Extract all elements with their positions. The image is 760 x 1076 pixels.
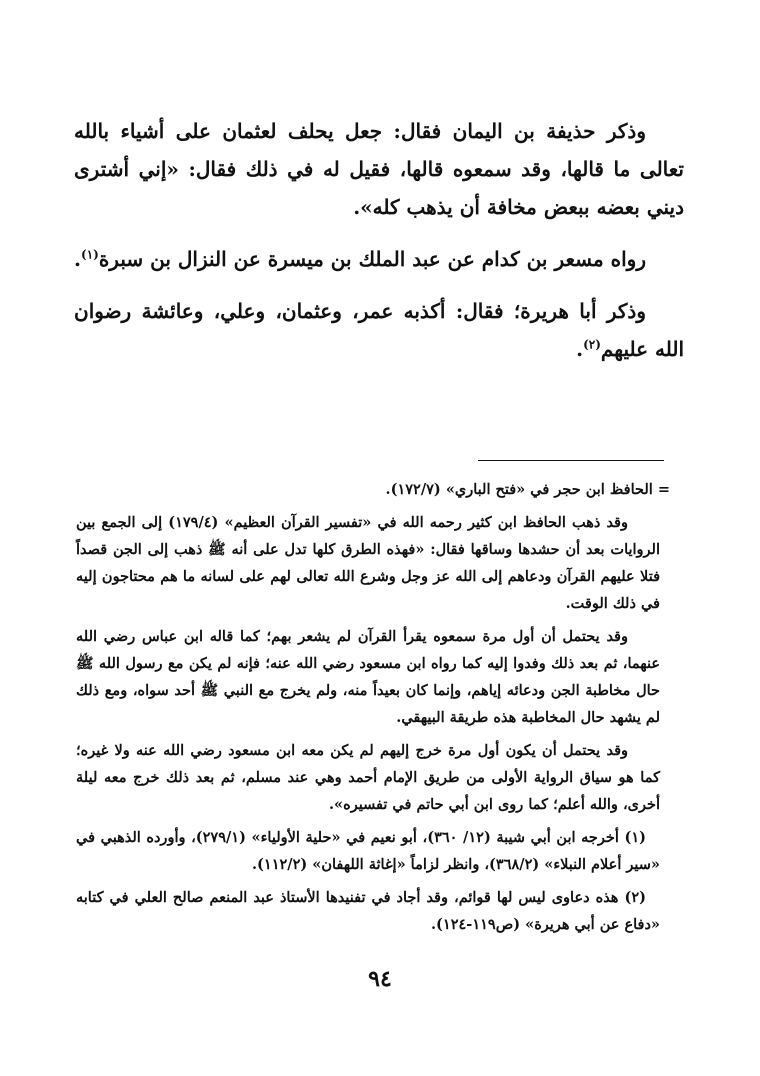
paragraph-abu-hurayrah	[74, 292, 684, 368]
footnotes-section	[76, 476, 670, 944]
footnote-paragraph: وقد يحتمل أن يكون أول مرة خرج إليهم لم يكن معه ابن مسعود رضي الله عنه ولا غيره؛ كما هو سياق الرواية الأولى من طريق الإمام أحمد وهي عند مسلم، ثم بعد ذلك خرج معه ليلة أخرى، والله أعلم؛ كما روى ابن أبي حاتم في تفسيره».	[76, 742, 660, 813]
period: .	[576, 337, 584, 361]
footnote-1: (١) أخرجه ابن أبي شيبة (١٢/ ٣٦٠)، أبو نعيم في «حلية الأولياء» (٢٧٩/١)، وأورده الذهبي في «سير أعلام النبلاء» (٣٦٨/٢)، وانظر لزاماً «إغاثة اللهفان» (١١٢/٢).	[76, 829, 660, 873]
main-text	[74, 112, 684, 382]
paragraph-narration	[74, 240, 684, 278]
footnote-divider	[478, 460, 664, 461]
footnote-ref-2[interactable]: (٢)	[583, 337, 601, 352]
footnote-2: (٢) هذه دعاوى ليس لها قوائم، وقد أجاد في تفنيدها الأستاذ عبد المنعم صالح العلي في كتابه «دفاع عن أبي هريرة» (ص١١٩-١٢٤).	[76, 889, 660, 933]
paragraph-text: رواه مسعر بن كدام عن عبد الملك بن ميسرة عن النزال بن سبرة	[98, 247, 646, 271]
paragraph-hudhayfah	[74, 112, 684, 226]
page-number: ٩٤	[368, 966, 392, 992]
footnote-paragraph: وقد يحتمل أن أول مرة سمعوه يقرأ القرآن لم يشعر بهم؛ كما قاله ابن عباس رضي الله عنهما، ثم بعد ذلك وفدوا إليه كما رواه ابن مسعود رضي الله عنه؛ فإنه لم يكن مع رسول الله ﷺ حال مخاطبة الجن ودعائه إياهم، وإنما كان بعيداً منه، ولم يخرج مع النبي ﷺ أحد سواه، ومع ذلك لم يشهد حال المخاطبة هذه طريقة البيهقي.	[76, 628, 660, 726]
footnote-ref-1[interactable]: (١)	[81, 247, 99, 262]
period: .	[74, 247, 81, 271]
footnote-continuation: = الحافظ ابن حجر في «فتح الباري» (١٧٢/٧).	[385, 481, 670, 498]
paragraph-text: وذكر حذيفة بن اليمان فقال: جعل يحلف لعثمان على أشياء بالله تعالى ما قالها، وقد سمعوه قالها، فقيل له في ذلك فقال: «إني أشترى ديني بعضه ببعض مخافة أن يذهب كله».	[74, 119, 684, 219]
paragraph-text: وذكر أبا هريرة؛ فقال: أكذبه عمر، وعثمان، وعلي، وعائشة رضوان الله عليهم	[74, 299, 684, 361]
footnote-paragraph: وقد ذهب الحافظ ابن كثير رحمه الله في «تفسير القرآن العظيم» (١٧٩/٤) إلى الجمع بين الروايات بعد أن حشدها وساقها فقال: «فهذه الطرق كلها تدل على أنه ﷺ ذهب إلى الجن قصداً فتلا عليهم القرآن ودعاهم إلى الله عز وجل وشرع الله تعالى لهم على لسانه ما هم محتاجون إليه في ذلك الوقت.	[76, 514, 660, 612]
